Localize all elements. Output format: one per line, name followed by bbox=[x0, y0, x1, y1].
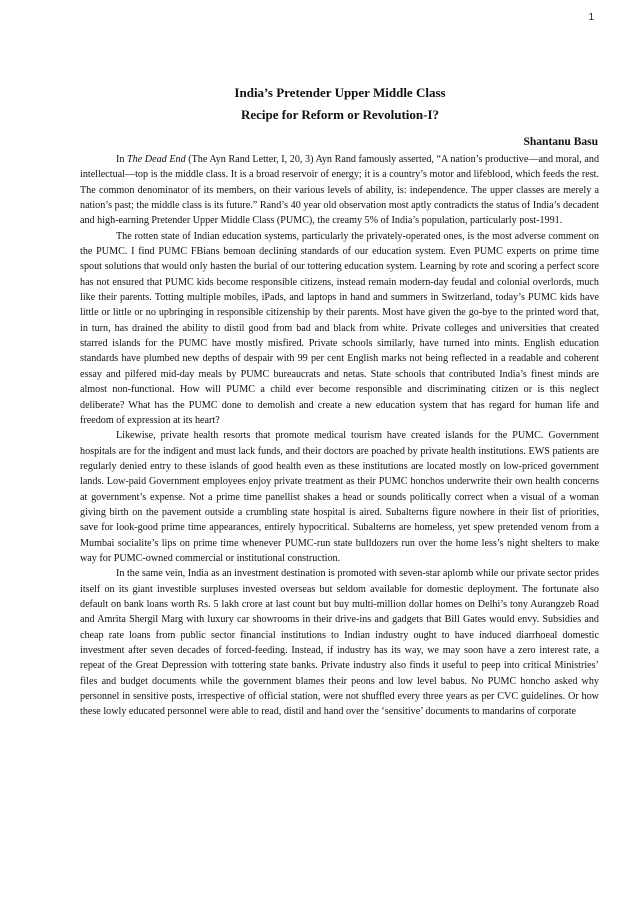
page-number: 1 bbox=[588, 12, 594, 23]
paragraph-3: Likewise, private health resorts that promote medical tourism have created islands for the PUMC. Government hospitals are for the indigent and must lack funds, and their doctors are poached by private health institutions. EWS patients are regularly denied entry to these islands of good health even as these institutions are located mostly on low-priced government lands. Low-paid Government employees enjoy private treatment as their PUMC honchos underwrite their own health concerns at government’s expense. Not a prime time panellist shakes a head or sounds politically correct when a visual of a woman giving birth on the pavement outside a crumbling state hospital is aired. Subalterns figure nowhere in their list of priorities, save for look-good prime time appearances, entirely hypocritical. Subalterns are homeless, yet spew pretended venom from a Mumbai socialite’s lips on prime time whenever PUMC-run state bulldozers run over the home less’s night shelters to make way for PUMC-owned commercial or institutional construction. bbox=[80, 430, 599, 564]
book-title-reference: The Dead End bbox=[127, 154, 186, 165]
document-title bbox=[80, 82, 600, 126]
title-line-2: Recipe for Reform or Revolution-I? bbox=[240, 107, 440, 122]
paragraph-1-lead: In bbox=[116, 154, 128, 165]
paragraph-1 bbox=[80, 152, 599, 229]
paragraph-4: In the same vein, India as an investment destination is promoted with seven-star aplomb while our private sector prides itself on its giant investible surpluses invested overseas but seldom available for domestic deployment. The fortunate also default on bank loans worth Rs. 5 lakh crore at last count but buy multi-million dollar homes on Delhi’s tony Aurangzeb Road and Amrita Shergil Marg with luxury car showrooms in their drive-ins and gadgets that Bill Gates would envy. Subsidies and cheap rate loans from public sector financial institutions to Indian industry ought to have induced diarrhoeal domestic investment after seven decades of forced-feeding. Instead, if industry has its way, we may soon have a zero interest rate, a repeat of the Great Depression with tottering state banks. Private industry also finds it useful to peep into critical Ministries’ files and budget documents while the government blames their peons and low level babus. No PUMC honcho asked why personnel in sensitive posts, irrespective of official station, were not shuffled every three years as per CVC guidelines. Or how these lowly educated personnel were able to read, distil and hand over the ‘sensitive’ documents to mandarins of corporate bbox=[80, 568, 599, 718]
author-name: Shantanu Basu bbox=[523, 136, 598, 148]
article-body bbox=[80, 152, 599, 720]
paragraph-2: The rotten state of Indian education systems, particularly the privately-operated ones, is the most adverse comment on the PUMC. I find PUMC FBians bemoan declining standards of our education system. Even PUMC experts on prime time spout solutions that would only hasten the burial of our tottering education system. Learning by rote and scoring a perfect score has not ensured that PUMC kids become responsible citizens, instead remain modern-day feudal and colonial overlords, much like their parents. Totting multiple mobiles, iPads, and laptops in hand and summers in Switzerland, today’s PUMC kids have little or little or no upbringing in responsible citizenship by their parents. Most have given the go-bye to the printed word that, in turn, has drained the ability to distil good from bad and black from white. Private colleges and universities that created starred islands for the PUMC have mostly misfired. Private schools similarly, have turned into mints. English education standards have plumbed new depths of despair with 99 per cent English marks not being reflected in a readable and coherent essay and pilfered mid-day meals by PUMC bureaucrats and netas. State schools that contributed India’s finest minds are almost non-functional. How will PUMC a child ever become responsible and discriminating citizen or is this neglect deliberate? What has the PUMC done to demolish and create a new education system that has regard for human life and freedom of expression at its heart? bbox=[80, 230, 599, 426]
paragraph-1-text: (The Ayn Rand Letter, I, 20, 3) Ayn Rand famously asserted, “A nation’s productive—and moral, and intellectual—top is the middle class. It is a broad reservoir of energy; it is a country’s motor and lifeblood, which feeds the rest. The common denominator of its members, on their various levels of ability, is: independence. The upper classes are merely a nation’s past; the middle class is its future.” Rand’s 40 year old observation most aptly contradicts the status of India’s decadent and high-earning Pretender Upper Middle Class (PUMC), the creamy 5% of India’s population, particularly post-1991. bbox=[80, 154, 600, 227]
title-line-1: India’s Pretender Upper Middle Class bbox=[234, 85, 446, 100]
